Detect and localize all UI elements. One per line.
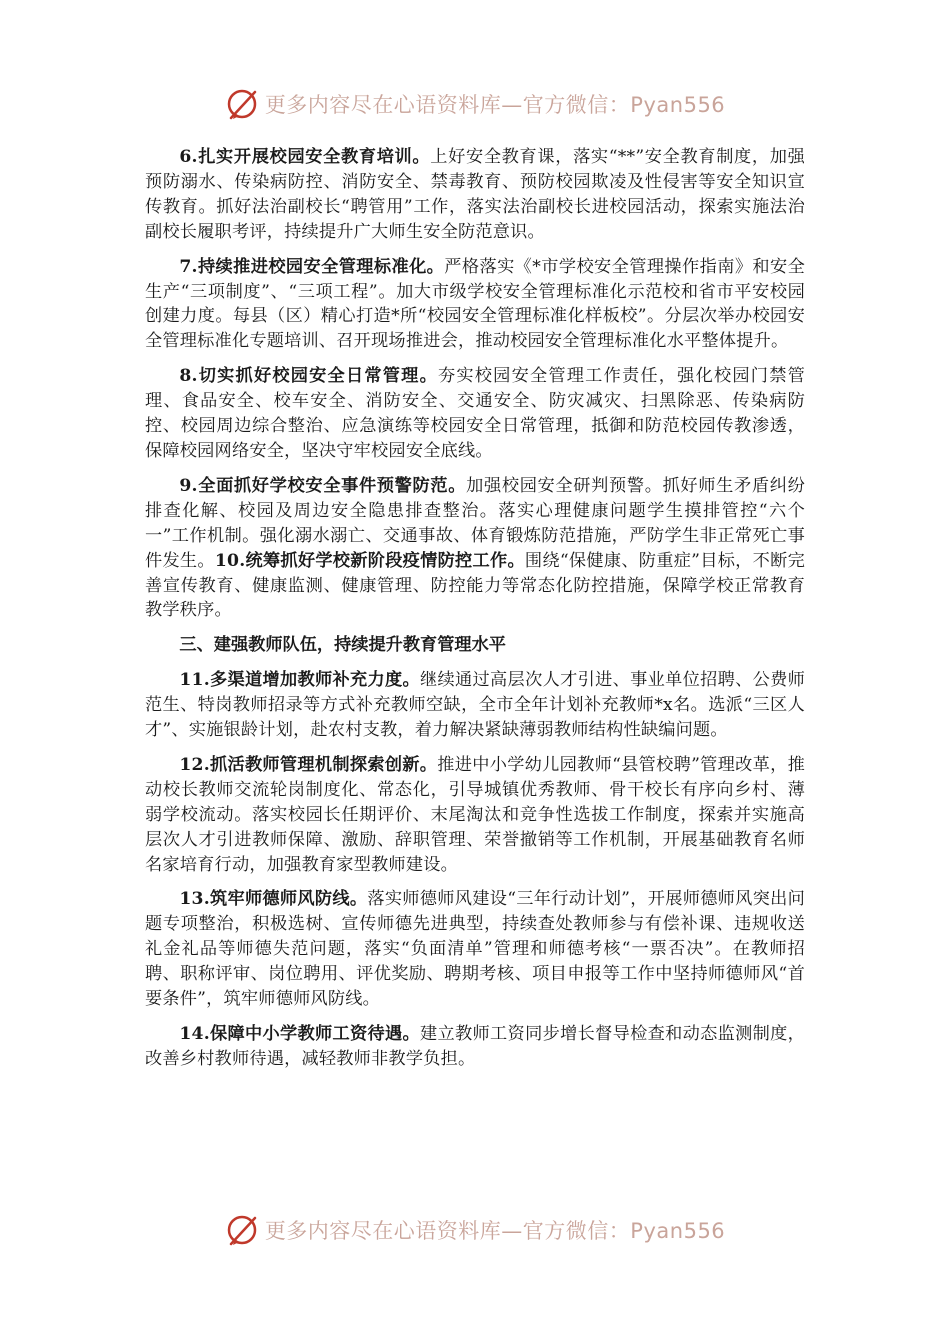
paragraph-text: 加强校园安全研判预警。抓好师生矛盾纠纷排查化解、校园及周边安全隐患排查整治。落实心理健康问题学生摸排管控“六个一”工作机制。强化溺水溺亡、交通事故、体育锻炼防范措施，严防学生非正常死亡事件发生。 bbox=[145, 475, 805, 571]
pen-logo-icon bbox=[225, 1212, 261, 1248]
watermark-text: 更多内容尽在心语资料库—官方微信：Pyan556 bbox=[264, 93, 726, 117]
paragraph-9 bbox=[145, 474, 805, 623]
paragraph-title-10: 10.统筹抓好学校新阶段疫情防控工作。 bbox=[214, 550, 525, 571]
watermark-banner-top bbox=[0, 82, 950, 126]
paragraph-title: 9.全面抓好学校安全事件预警防范。 bbox=[179, 475, 467, 496]
paragraph-text: 建立教师工资同步增长督导检查和动态监测制度，改善乡村教师待遇，减轻教师非教学负担。 bbox=[145, 1024, 805, 1069]
paragraph-title: 11.多渠道增加教师补充力度。 bbox=[179, 670, 421, 691]
paragraph-text: 上好安全教育课，落实“**”安全教育制度，加强预防溺水、传染病防控、消防安全、禁毒教育、预防校园欺凌及性侵害等安全知识宣传教育。抓好法治副校长“聘管用”工作，落实法治副校长进校园活动，探索实施法治副校长履职考评，持续提升广大师生安全防范意识。 bbox=[145, 147, 805, 242]
paragraph-8 bbox=[145, 364, 805, 464]
document-body bbox=[145, 145, 805, 1082]
paragraph-title: 14.保障中小学教师工资待遇。 bbox=[179, 1024, 421, 1044]
paragraph-text: 夯实校园安全管理工作责任，强化校园门禁管理、食品安全、校车安全、消防安全、交通安全、防灾减灾、扫黑除恶、传染病防控、校园周边综合整治、应急演练等校园安全日常管理，抵御和防范校园传教渗透，保障校园网络安全，坚决守牢校园安全底线。 bbox=[145, 366, 805, 461]
paragraph-title: 7.持续推进校园安全管理标准化。 bbox=[179, 256, 445, 277]
paragraph-14 bbox=[145, 1022, 805, 1072]
paragraph-text: 继续通过高层次人才引进、事业单位招聘、公费师范生、特岗教师招录等方式补充教师空缺，全市全年计划补充教师*x名。选派“三区人才”、实施银龄计划，赴农村支教，着力解决紧缺薄弱教师结构性缺编问题。 bbox=[145, 670, 805, 741]
section-heading-3: 三、建强教师队伍，持续提升教育管理水平 bbox=[179, 635, 506, 656]
watermark-text: 更多内容尽在心语资料库—官方微信：Pyan556 bbox=[264, 1219, 726, 1243]
pen-logo-icon bbox=[225, 86, 261, 122]
paragraph-text: 推进中小学幼儿园教师“县管校聘”管理改革，推动校长教师交流轮岗制度化、常态化，引导城镇优秀教师、骨干校长有序向乡村、薄弱学校流动。落实校园长任期评价、末尾淘汰和竞争性选拔工作制度，探索并实施高层次人才引进教师保障、激励、辞职管理、荣誉撤销等工作机制，开展基础教育名师名家培育行动，加强教育家型教师建设。 bbox=[145, 754, 805, 875]
paragraph-title: 13.筑牢师德师风防线。 bbox=[179, 889, 368, 910]
paragraph-text-10: 围绕“保健康、防重症”目标，不断完善宣传教育、健康监测、健康管理、防控能力等常态化防控措施，保障学校正常教育教学秩序。 bbox=[145, 550, 805, 621]
paragraph-title: 12.抓活教师管理机制探索创新。 bbox=[179, 754, 438, 775]
paragraph-6 bbox=[145, 145, 805, 245]
paragraph-7 bbox=[145, 255, 805, 355]
paragraph-text: 严格落实《*市学校安全管理操作指南》和安全生产“三项制度”、“三项工程”。加大市级学校安全管理标准化示范校和省市平安校园创建力度。每县（区）精心打造*所“校园安全管理标准化样板校”。分层次举办校园安全管理标准化专题培训、召开现场推进会，推动校园安全管理标准化水平整体提升。 bbox=[145, 256, 805, 352]
paragraph-13 bbox=[145, 887, 805, 1012]
paragraph-title: 8.切实抓好校园安全日常管理。 bbox=[179, 366, 438, 387]
paragraph-title: 6.扎实开展校园安全教育培训。 bbox=[179, 147, 431, 167]
paragraph-12 bbox=[145, 753, 805, 878]
watermark-banner-bottom bbox=[0, 1208, 950, 1252]
paragraph-11 bbox=[145, 668, 805, 743]
paragraph-text: 落实师德师风建设“三年行动计划”，开展师德师风突出问题专项整治，积极选树、宣传师德先进典型，持续查处教师参与有偿补课、违规收送礼金礼品等师德失范问题，落实“负面清单”管理和师德考核“一票否决”。在教师招聘、职称评审、岗位聘用、评优奖励、聘期考核、项目申报等工作中坚持师德师风“首要条件”，筑牢师德师风防线。 bbox=[145, 889, 805, 1010]
